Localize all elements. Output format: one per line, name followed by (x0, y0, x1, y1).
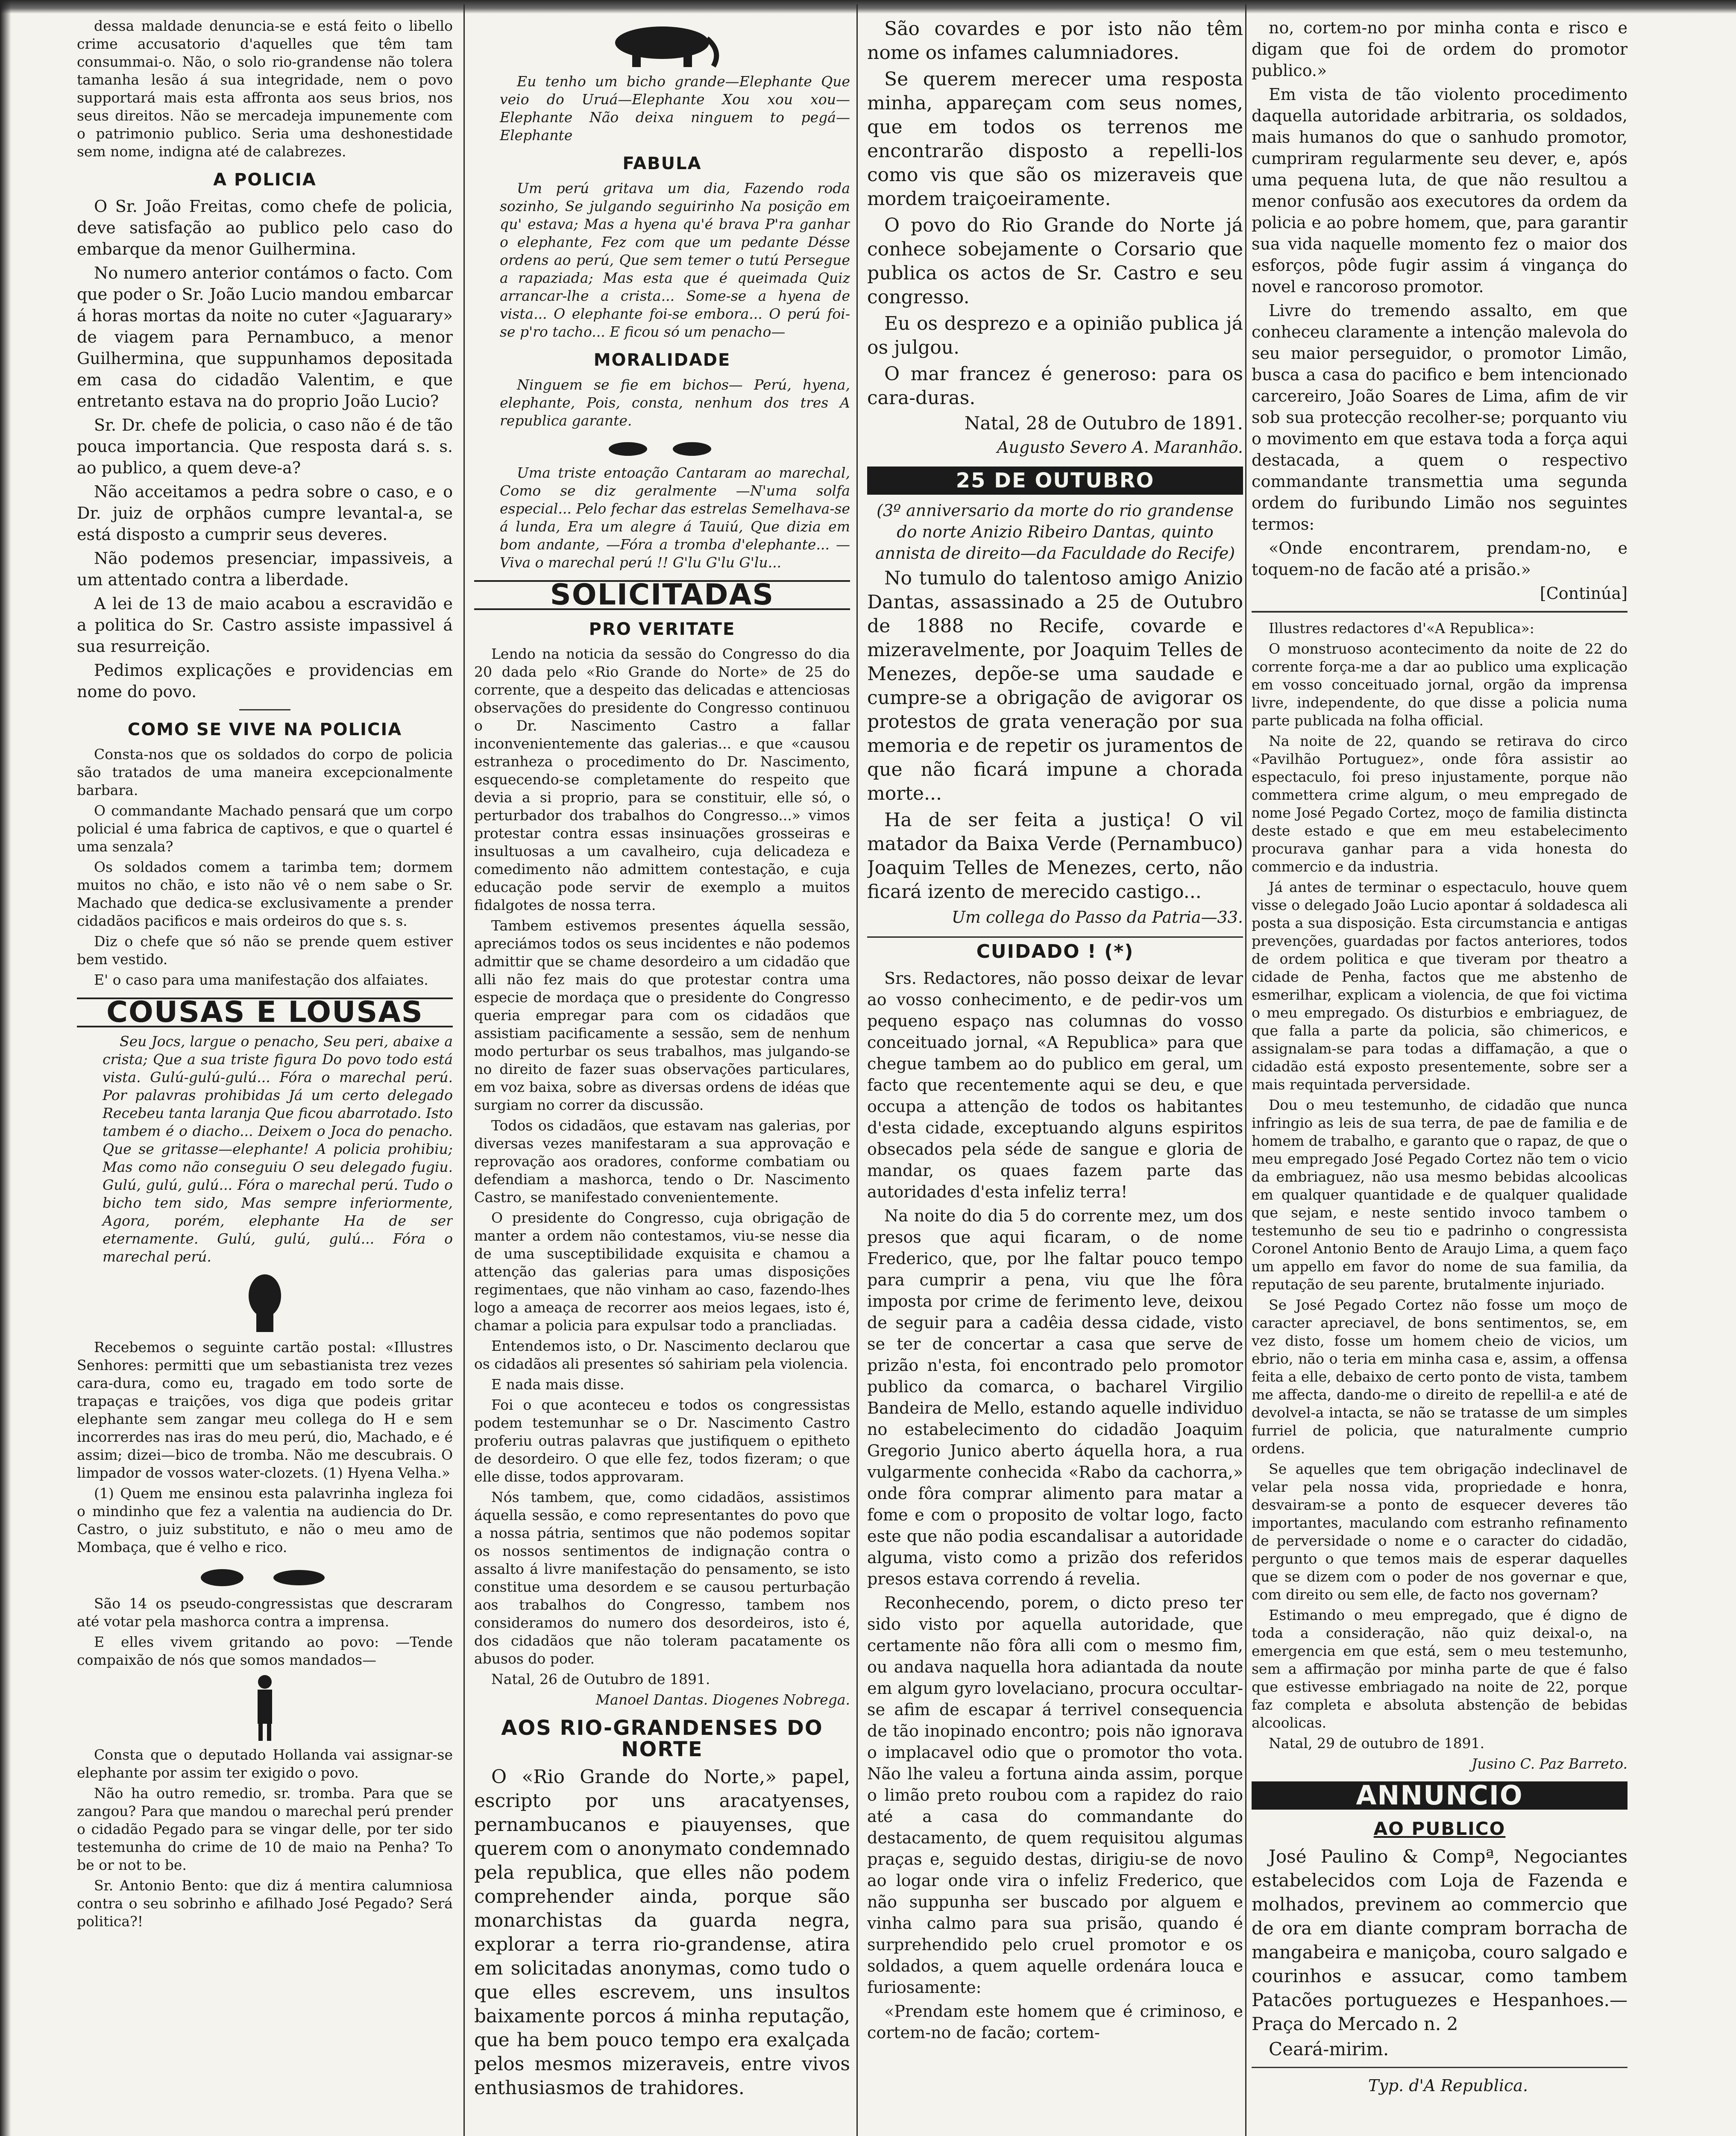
column-3 (867, 17, 1243, 2136)
pro-paragraph: Tambem estivemos presentes áquella sessão, apreciámos todos os seus incidentes e não podemos admittir que se chame desordeiro a um cidadão que alli não fez mais do que protestar contra uma especie de mordaça que o presidente do Congresso queria empregar para com os cidadãos que assistiam pacificamente a sessão, sem de nenhum modo perturbar os seus trabalhos, mas julgando-se no direito de fazer suas observações particulares, em voz baixa, sobre as diversas ordens de idéas que surgiam no correr da discussão. (474, 917, 850, 1113)
policia-paragraph: Não podemos presenciar, impassiveis, a um attentado contra a liberdade. (77, 549, 453, 589)
cuidado-paragraph: «Prendam este homem que é criminoso, e cortem-no de facão; cortem- (867, 2002, 1243, 2042)
moralidade-heading: MORALIDADE (593, 350, 731, 370)
policia-paragraph: Não acceitamos a pedra sobre o caso, e o Dr. juiz de orphãos cumpre levantal-a, se está disposto a cumprir seus deveres. (77, 482, 453, 544)
continua-note: [Continúa] (1540, 584, 1628, 603)
severo-paragraph: Eu os desprezo e a opinião publica já os julgou. (867, 313, 1243, 358)
illustres-paragraph: Estimando o meu empregado, que é digno de toda a consideração, não quiz deixal-o, na emergencia em que está, sem o meu testemunho, sem a affirmação por minha parte de que é falso que estivesse embriagado na noite de 22, porque faz completa e absoluta abstenção de bebidas alcoolicas. (1252, 1607, 1628, 1731)
policia-paragraph: No numero anterior contámos o facto. Com que poder o Sr. João Lucio mandou embarcar á horas mortas da noite no cuter «Jaguarary» de viagem para Pernambuco, a menor Guilhermina, que suppunhamos depositada em casa do cidadão Valentim, e que entretanto estava na do proprio João Lucio? (77, 264, 453, 411)
cuidado-paragraph: Na noite do dia 5 do corrente mez, um dos presos que aqui ficaram, o de nome Frederico, que, por lhe faltar pouco tempo para cumprir a pena, viu que lhe fôra imposta por crime de ferimento leve, deixou de seguir para a cadêia dessa cidade, visto se ter de concertar a casa que serve de prizão n'esta, foi encontrado pelo promotor publico da comarca, o bacharel Virgilio Bandeira de Mello, estando aquelle individuo no estabelecimento do cidadão Joaquim Gregorio Junico aberto áquella hora, a rua vulgarmente conhecida «Rabo da cachorra,» onde fôra comprar alimento para matar a fome e com o proposito de voltar logo, facto este que não podia escandalisar a autoridade alguma, visto como a prizão dos referidos presos estava correndo á revelia. (867, 1206, 1243, 1588)
solicitadas-heading: SOLICITADAS (474, 580, 850, 610)
policia-paragraph: A lei de 13 de maio acabou a escravidão e a politica do Sr. Castro assiste impassivel á sua resurreição. (77, 594, 453, 656)
como-paragraph: Os soldados comem a tarimba tem; dormem muitos no chão, e isto não vê o nem sabe o Sr. Machado que dedica-se exclusivamente a prender cidadãos pacificos e mais ordeiros do que s. s. (77, 859, 453, 929)
pro-paragraph: E nada mais disse. (491, 1376, 625, 1393)
fragment-top: dessa maldade denuncia-se e está feito o libello crime accusatorio d'aquelles que têm tam consummai-o. Não, o solo rio-grandense não tolera tamanha lesão á sua integridade, nem o povo supportará mais esta affronta aos seus brios, nos seus direitos. Não se mercadeja impunemente com o patrimonio publico. Seria uma deshonestidade sem nome, indigna até de calabrezes. (77, 18, 453, 160)
column-4 (1252, 17, 1628, 2136)
cuidado-continued: no, cortem-no por minha conta e risco e digam que foi de ordem do promotor publico.» (1252, 18, 1628, 80)
column-rule (856, 4, 858, 2136)
elephant-illustration (598, 21, 726, 68)
como-se-vive-heading: COMO SE VIVE NA POLICIA (127, 720, 402, 739)
scan-left-edge (0, 0, 11, 2136)
severo-paragraph: O mar francez é generoso: para os cara-duras. (867, 363, 1243, 409)
severo-paragraph: O povo do Rio Grande do Norte já conhece sobejamente o Corsario que publica os actos de Sr. Castro e seu congresso. (867, 214, 1243, 308)
fabula-verse: Um perú gritava um dia, Fazendo roda sozinho, Se julgando seguirinho Na posição em qu' estava; Mas a hyena qu'é brava P'ra ganhar o elephante, Fez com que um pedante Désse ordens ao perú, Que sem temer o tutú Persegue a rapaziada; Mas esta que é queimada Quiz arrancar-lhe a crista... Some-se a hyena de vista... O elephante foi-se embora... O perú foi-se p'ro tacho... E ficou só um penacho— (500, 180, 850, 340)
cuidado-continued: «Onde encontrarem, prendam-no, e toquem-no de facão até a prisão.» (1252, 539, 1628, 579)
separator (1252, 2067, 1628, 2068)
cartao-paragraph: Recebemos o seguinte cartão postal: «Illustres Senhores: permitti que um sebastianista trez vezes cara-dura, como eu, tragado em todo sorte de trapaças e traições, vos diga que podeis gritar elephante sem zangar meu collega do H e sem incorrerdes nas iras do meu perú, dio, Machado, e é assim; dizei—bico de tromba. Não me descubrais. O limpador de vossos water-clozets. (1) Hyena Velha.» (77, 1339, 453, 1481)
illustres-paragraph: Se José Pegado Cortez não fosse um moço de caracter apreciavel, de bons sentimentos, se, em vez disto, fosse um homem cheio de vicios, um ebrio, não o teria em minha casa e, assim, a offensa feita a elle, debaixo de certo ponto de vista, tambem me affecta, dando-me o direito de repellil-a e até de devolvel-a intacta, se não se tratasse de um simples furriel de policia, que naturalmente cumprio ordens. (1252, 1297, 1628, 1457)
annuncio-heading: ANNUNCIO (1252, 1781, 1628, 1810)
silhouette-head-illustration (241, 1270, 288, 1334)
pro-paragraph: Lendo na noticia da sessão do Congresso do dia 20 dada pelo «Rio Grande do Norte» de 25 do corrente, que a despeito das delicadas e attenciosas observações do presidente do Congresso continuou o Dr. Nascimento Castro a fallar inconvenientemente das galerias... e que «causou estranheza o procedimento do Dr. Nascimento, esquecendo-se completamente do respeito que devia a si proprio, para se constituir, elle só, o perturbador dos trabalhos do Congresso...» vimos protestar contra essas insinuações grosseiras e insultuosas a um cavalheiro, cuja delicadeza e comedimento não admittem contestação, e cuja educação pode servir de exemplo a muitos fidalgotes de nossa terra. (474, 645, 850, 913)
cousas-e-lousas-heading: COUSAS E LOUSAS (77, 998, 453, 1027)
cuidado-heading: CUIDADO ! (*) (867, 936, 1243, 962)
como-paragraph: O commandante Machado pensará que um corpo policial é uma fabrica de captivos, e que o quartel é uma senzala? (77, 802, 453, 855)
severo-signature: Augusto Severo A. Maranhão. (997, 438, 1243, 457)
separator (1252, 611, 1628, 613)
policia-paragraph: Sr. Dr. chefe de policia, o caso não é de tão pouca importancia. Que resposta dará s. s. ao publico, a quem deve-a? (77, 416, 453, 477)
pro-paragraph: O presidente do Congresso, cuja obrigação de manter a ordem não contestamos, viu-se nesse dia de uma susceptibilidade exquisita e chamou a attenção das galerias para umas disposições regimentaes, que não vinham ao caso, fazendo-lhes logo a ameaça de recorrer aos meios legaes, isto é, chamar a policia para expulsar todo a prancliadas. (474, 1209, 850, 1334)
outubro-signature: Um collega do Passo da Patria—33. (951, 908, 1243, 927)
ao-publico-heading: AO PUBLICO (1373, 1818, 1506, 1839)
illustres-signature: Jusino C. Paz Barreto. (1472, 1755, 1628, 1772)
cartao-paragraph: São 14 os pseudo-congressistas que descraram até votar pela mashorca contra a imprensa. (77, 1595, 453, 1630)
severo-paragraph: Se querem merecer uma resposta minha, appareçam com seus nomes, que em todos os terrenos me encontrarão disposto a repelli-los como vis que são os mizeraveis que mordem traiçoeiramente. (867, 68, 1243, 210)
cuidado-paragraph: Reconhecendo, porem, o dicto preso ter sido visto por aquella autoridade, que certamente não fôra alli com o mesmo fim, ou andava naquella hora adiantada da noute em algum gyro lovelaciano, procura occultar-se afim de escapar á terrivel consequencia de tão inopinado encontro; pois não ignorava o implacavel odio que o promotor tho vota. Não lhe valeu a fortuna ainda assim, porque o limão preto roubou com a rapidez do raio até a casa do commandante do destacamento, de quem requisitou algumas praças e, seguido destas, dirigiu-se de novo ao logar onde vira o infeliz Frederico, que não suppunha ser buscado por alguem e vinha calmo para sua prisão, quando é surprehendido pelo cruel promotor e os soldados, a quem aquelle ordenára louca e furiosamente: (867, 1593, 1243, 1997)
annuncio-paragraph: José Paulino & Compª, Negociantes estabelecidos com Loja de Fazenda e molhados, previnem ao commercio que de ora em diante compram borracha de mangabeira e maniçoba, couro salgado e courinhos e assucar, como tambem Patacões portuguezes e Hespanhoes.—Praça do Mercado n. 2 (1252, 1846, 1628, 2034)
cartao-paragraph: E elles vivem gritando ao povo: —Tende compaixão de nós que somos mandados— (77, 1634, 453, 1668)
cartao-paragraph: Não ha outro remedio, sr. tromba. Para que se zangou? Para que mandou o marechal perú prender o cidadão Pegado para se vingar delle, por ter sido testemunha do crime de 10 de maio na Penha? To be or not to be. (77, 1785, 453, 1873)
column-1 (77, 17, 453, 2136)
severo-paragraph: São covardes e por isto não têm nome os infames calumniadores. (867, 18, 1243, 64)
cartao-paragraph: Consta que o deputado Hollanda vai assignar-se elephante por assim ter exigido o povo. (77, 1746, 453, 1781)
illustres-paragraph: O monstruoso acontecimento da noite de 22 do corrente força-me a dar ao publico uma explicação em vosso conceituado jornal, orgão da imprensa livre, independente, do que disse a policia numa parte publicada na folha official. (1252, 640, 1628, 729)
severo-date: Natal, 28 de Outubro de 1891. (964, 413, 1243, 434)
annuncio-place: Ceará-mirim. (1269, 2039, 1389, 2060)
moralidade-verse: Ninguem se fie em bichos— Perú, hyena, elephante, Pois, consta, nenhum dos tres A republica garante. (500, 376, 850, 429)
cartao-paragraph: Sr. Antonio Bento: que diz á mentira calumniosa contra o seu sobrinho e afilhado José Pegado? Será politica?! (77, 1877, 453, 1930)
separator (239, 709, 290, 710)
aos-paragraph: O «Rio Grande do Norte,» papel, escripto por uns aracatyenses, pernambucanos e piauyenses, que querem com o anonymato condemnado pela republica, que elles não podem comprehender ainda, porque são monarchistas da guarda negra, explorar a terra rio-grandense, atira em solicitadas anonymas, como tudo o que elles escrevem, uns insultos baixamente porcos á minha reputação, que ha bem pouco tempo era exalçada pelos mesmos mizeraveis, entre vivos enthusiasmos de trahidores. (474, 1766, 850, 2099)
policia-paragraph: O Sr. João Freitas, como chefe de policia, deve satisfação ao publico pelo caso do embarque da menor Guilhermina. (77, 197, 453, 258)
illustres-date: Natal, 29 de outubro de 1891. (1269, 1735, 1485, 1752)
cuidado-continued: Em vista de tão violento procedimento daquella autoridade arbitraria, os soldados, mais humanos do que o sanhudo promotor, cumpriram regularmente seu dever, e, após uma pequena luta, de que não resultou a menor confusão aos executores da ordem da policia e ao pobre homem, que, para garantir sua vida naquelle momento fez o maior dos esforços, pôde fugir assim á vingança do novel e rancoroso promotor. (1252, 85, 1628, 296)
standing-figure-illustration (250, 1673, 280, 1742)
pro-signature: Manoel Dantas. Diogenes Nobrega. (595, 1691, 850, 1708)
illustres-paragraph: Já antes de terminar o espectaculo, houve quem visse o delegado João Lucio apontar á soldadesca ali posta a sua disposição. Esta circumstancia e antigas prevenções, guardadas por factos anteriores, todos de ordem politica e que tiveram por theatro a cidade de Penha, factos que me abstenho de esmerilhar, explicam a violencia, de que foi victima o meu empregado. Os disturbios e embriaguez, de que falla a parte da policia, são chimericos, e assignalam-se para todas a diffamação, a que o cidadão está exposto presentemente, sobre ser a mais requintada perversidade. (1252, 879, 1628, 1093)
outubro-paragraph: Ha de ser feita a justiça! O vil matador da Baixa Verde (Pernambuco) Joaquim Telles de Menezes, certo, não ficará izento de merecido castigo... (867, 809, 1243, 903)
pro-veritate-heading: PRO VERITATE (589, 619, 736, 639)
pro-paragraph: Foi o que aconteceu e todos os congressistas podem testemunhar se o Dr. Nascimento Castro proferiu outras palavras que justifiquem o epitheto de desordeiro. O que elle fez, todos fizeram; o que elle disse, todos approvaram. (474, 1397, 850, 1485)
pro-paragraph: Nós tambem, que, como cidadãos, assistimos áquella sessão, e como representantes do povo que a nossa pátria, sentimos que não podemos sopitar os nossos sentimentos de indignação contra o assalto á livre manifestação do pensamento, se isto constitue uma desordem e se causou perturbação aos trabalhos do Congresso, tambem nos consideramos do numero dos desordeiros, isto é, dos cidadãos que não toleram pacatamente os abusos do poder. (474, 1489, 850, 1667)
illustres-paragraph: Se aquelles que tem obrigação indeclinavel de velar pela nossa vida, propriedade e honra, desvairam-se a ponto de esquecer deveres tão importantes, maculando com estranho refinamento de perversidade o nome e o caracter do cidadão, pergunto o que temos mais de esperar daquelles que se dizem com o poder de nos governar e que, com direito ou sem elle, de facto nos governam? (1252, 1461, 1628, 1603)
animals-illustration (196, 1561, 333, 1590)
column-2 (474, 17, 850, 2136)
scan-top-edge (0, 0, 1736, 14)
illustres-paragraph: Dou o meu testemunho, de cidadão que nunca infringio as leis de sua terra, de pae de familia e de homem de trabalho, e garanto que o rapaz, de que o meu empregado José Pegado Cortez não tem o vicio da embriaguez, não usa mesmo bebidas alcoolicas em qualquer quantidade e de qualquer qualidade que sejam, e neste sentido invoco tambem o testemunho de seu tio e padrinho o congressista Coronel Antonio Bento de Araujo Lima, a quem faço um appello em favor do nome de sua familia, da reputação de seu parente, brutalmente injuriado. (1252, 1097, 1628, 1293)
outubro-subtitle: (3º anniversario da morte do rio grandense do norte Anizio Ribeiro Dantas, quinto annista de direito—da Faculdade do Recife) (875, 501, 1235, 563)
como-paragraph: Consta-nos que os soldados do corpo de policia são tratados de uma maneira excepcionalmente barbara. (77, 746, 453, 798)
pro-paragraph: Todos os cidadãos, que estavam nas galerias, por diversas vezes manifestaram a sua approvação e reprovação aos oradores, conforme combatiam ou defendiam a mashorca, tendo o Dr. Nascimento Castro, se manifestado convenientemente. (474, 1117, 850, 1206)
fabula-heading: FABULA (622, 154, 702, 173)
como-paragraph: Diz o chefe que só não se prende quem estiver bem vestido. (77, 933, 453, 968)
pro-paragraph: Entendemos isto, o Dr. Nascimento declarou que os cidadãos ali presentes só sahiriam pela violencia. (474, 1338, 850, 1372)
illustres-paragraph: Illustres redactores d'«A Republica»: (1269, 620, 1534, 637)
policia-heading: A POLICIA (213, 170, 317, 190)
column-rule (1245, 4, 1246, 2136)
birds-illustration (598, 434, 726, 460)
typography-credit: Typ. d'A Republica. (1368, 2076, 1528, 2095)
cartao-footnote: (1) Quem me ensinou esta palavrinha ingleza foi o mindinho que fez a valentia na audiencia do Dr. Castro, o juiz substituto, e não o meu amo de Mombaça, que é velho e rico. (77, 1485, 453, 1555)
cuidado-continued: Livre do tremendo assalto, em que conheceu claramente a intenção malevola do seu maior perseguidor, o promotor Limão, busca a casa do pacifico e bem intencionado carcereiro, João Soares de Lima, afim de vir sob sua protecção recolher-se; porquanto viu o movimento em que estava toda a força aqui destacada, a quem o respectivo commandante transmettia uma segunda ordem do furibundo Limão nos seguintes termos: (1252, 301, 1628, 534)
policia-paragraph: Pedimos explicações e providencias em nome do povo. (77, 661, 453, 701)
cuidado-paragraph: Srs. Redactores, não posso deixar de levar ao vosso conhecimento, e de pedir-vos um pequeno espaço nas columnas do vosso conceituado jornal, «A Republica» para que chegue tambem ao do publico em geral, um facto que recentemente aqui se deu, e que occupa a attenção de todos os habitantes d'esta cidade, exceptuando alguns espiritos obsecados pela séde de sangue e gloria de mandar, os quaes fazem parte das autoridades d'esta infeliz terra! (867, 969, 1243, 1201)
outubro-heading: 25 DE OUTUBRO (867, 467, 1243, 495)
illustres-paragraph: Na noite de 22, quando se retirava do circo «Pavilhão Portuguez», onde fôra assistir ao espectaculo, foi preso injustamente, porque não commettera crime algum, o meu empregado de nome José Pegado Cortez, moço de familia distincta deste estado e que em meu estabelecimento procurava ganhar para a vida honesta do commercio e da industria. (1252, 733, 1628, 875)
elephant-verse: Eu tenho um bicho grande—Elephante Que veio do Uruá—Elephante Xou xou xou—Elephante Não deixa ninguem to pegá—Elephante (500, 73, 850, 144)
cousas-verse: Seu Jocs, largue o penacho, Seu peri, abaixe a crista; Que a sua triste figura Do povo todo está vista. Gulú-gulú-gulú... Fóra o marechal perú. Por palavras prohibidas Já um certo delegado Recebeu tanta laranja Que ficou abarrotado. Isto tambem é o diacho... Deixem o Joca do penacho. Que se gritasse—elephante! A policia prohibiu; Mas como não conseguiu O seu delegado fugiu. Gulú, gulú, gulú... Fóra o marechal perú. Tudo o bicho tem sido, Mas sempre inferiormente, Agora, porém, elephante Ha de ser eternamente. Gulú, gulú, gulú... Fóra o marechal perú. (103, 1033, 453, 1265)
column-rule (463, 4, 465, 2136)
entoacao-verse: Uma triste entoação Cantaram ao marechal, Como se diz geralmente —N'uma solfa especial... Pelo fechar das estrelas Semelhava-se á lunda, Era um alegre á Tauiú, Que dizia em bom andante, —Fóra a tromba d'elephante... —Viva o marechal perú !! G'lu G'lu G'lu... (500, 464, 850, 571)
como-paragraph: E' o caso para uma manifestação dos alfaiates. (94, 971, 428, 988)
outubro-paragraph: No tumulo do talentoso amigo Anizio Dantas, assassinado a 25 de Outubro de 1888 no Recife, covarde e mizeravelmente, por Joaquim Telles de Menezes, depõe-se uma saudade e cumpre-se a obrigação de avigorar os protestos de grata veneração por sua memoria e de repetir os juramentos de que não ficará impune a chorada morte... (867, 567, 1243, 804)
aos-rio-grandenses-heading: AOS RIO-GRANDENSES DO NORTE (501, 1716, 823, 1761)
pro-date: Natal, 26 de Outubro de 1891. (491, 1671, 710, 1687)
